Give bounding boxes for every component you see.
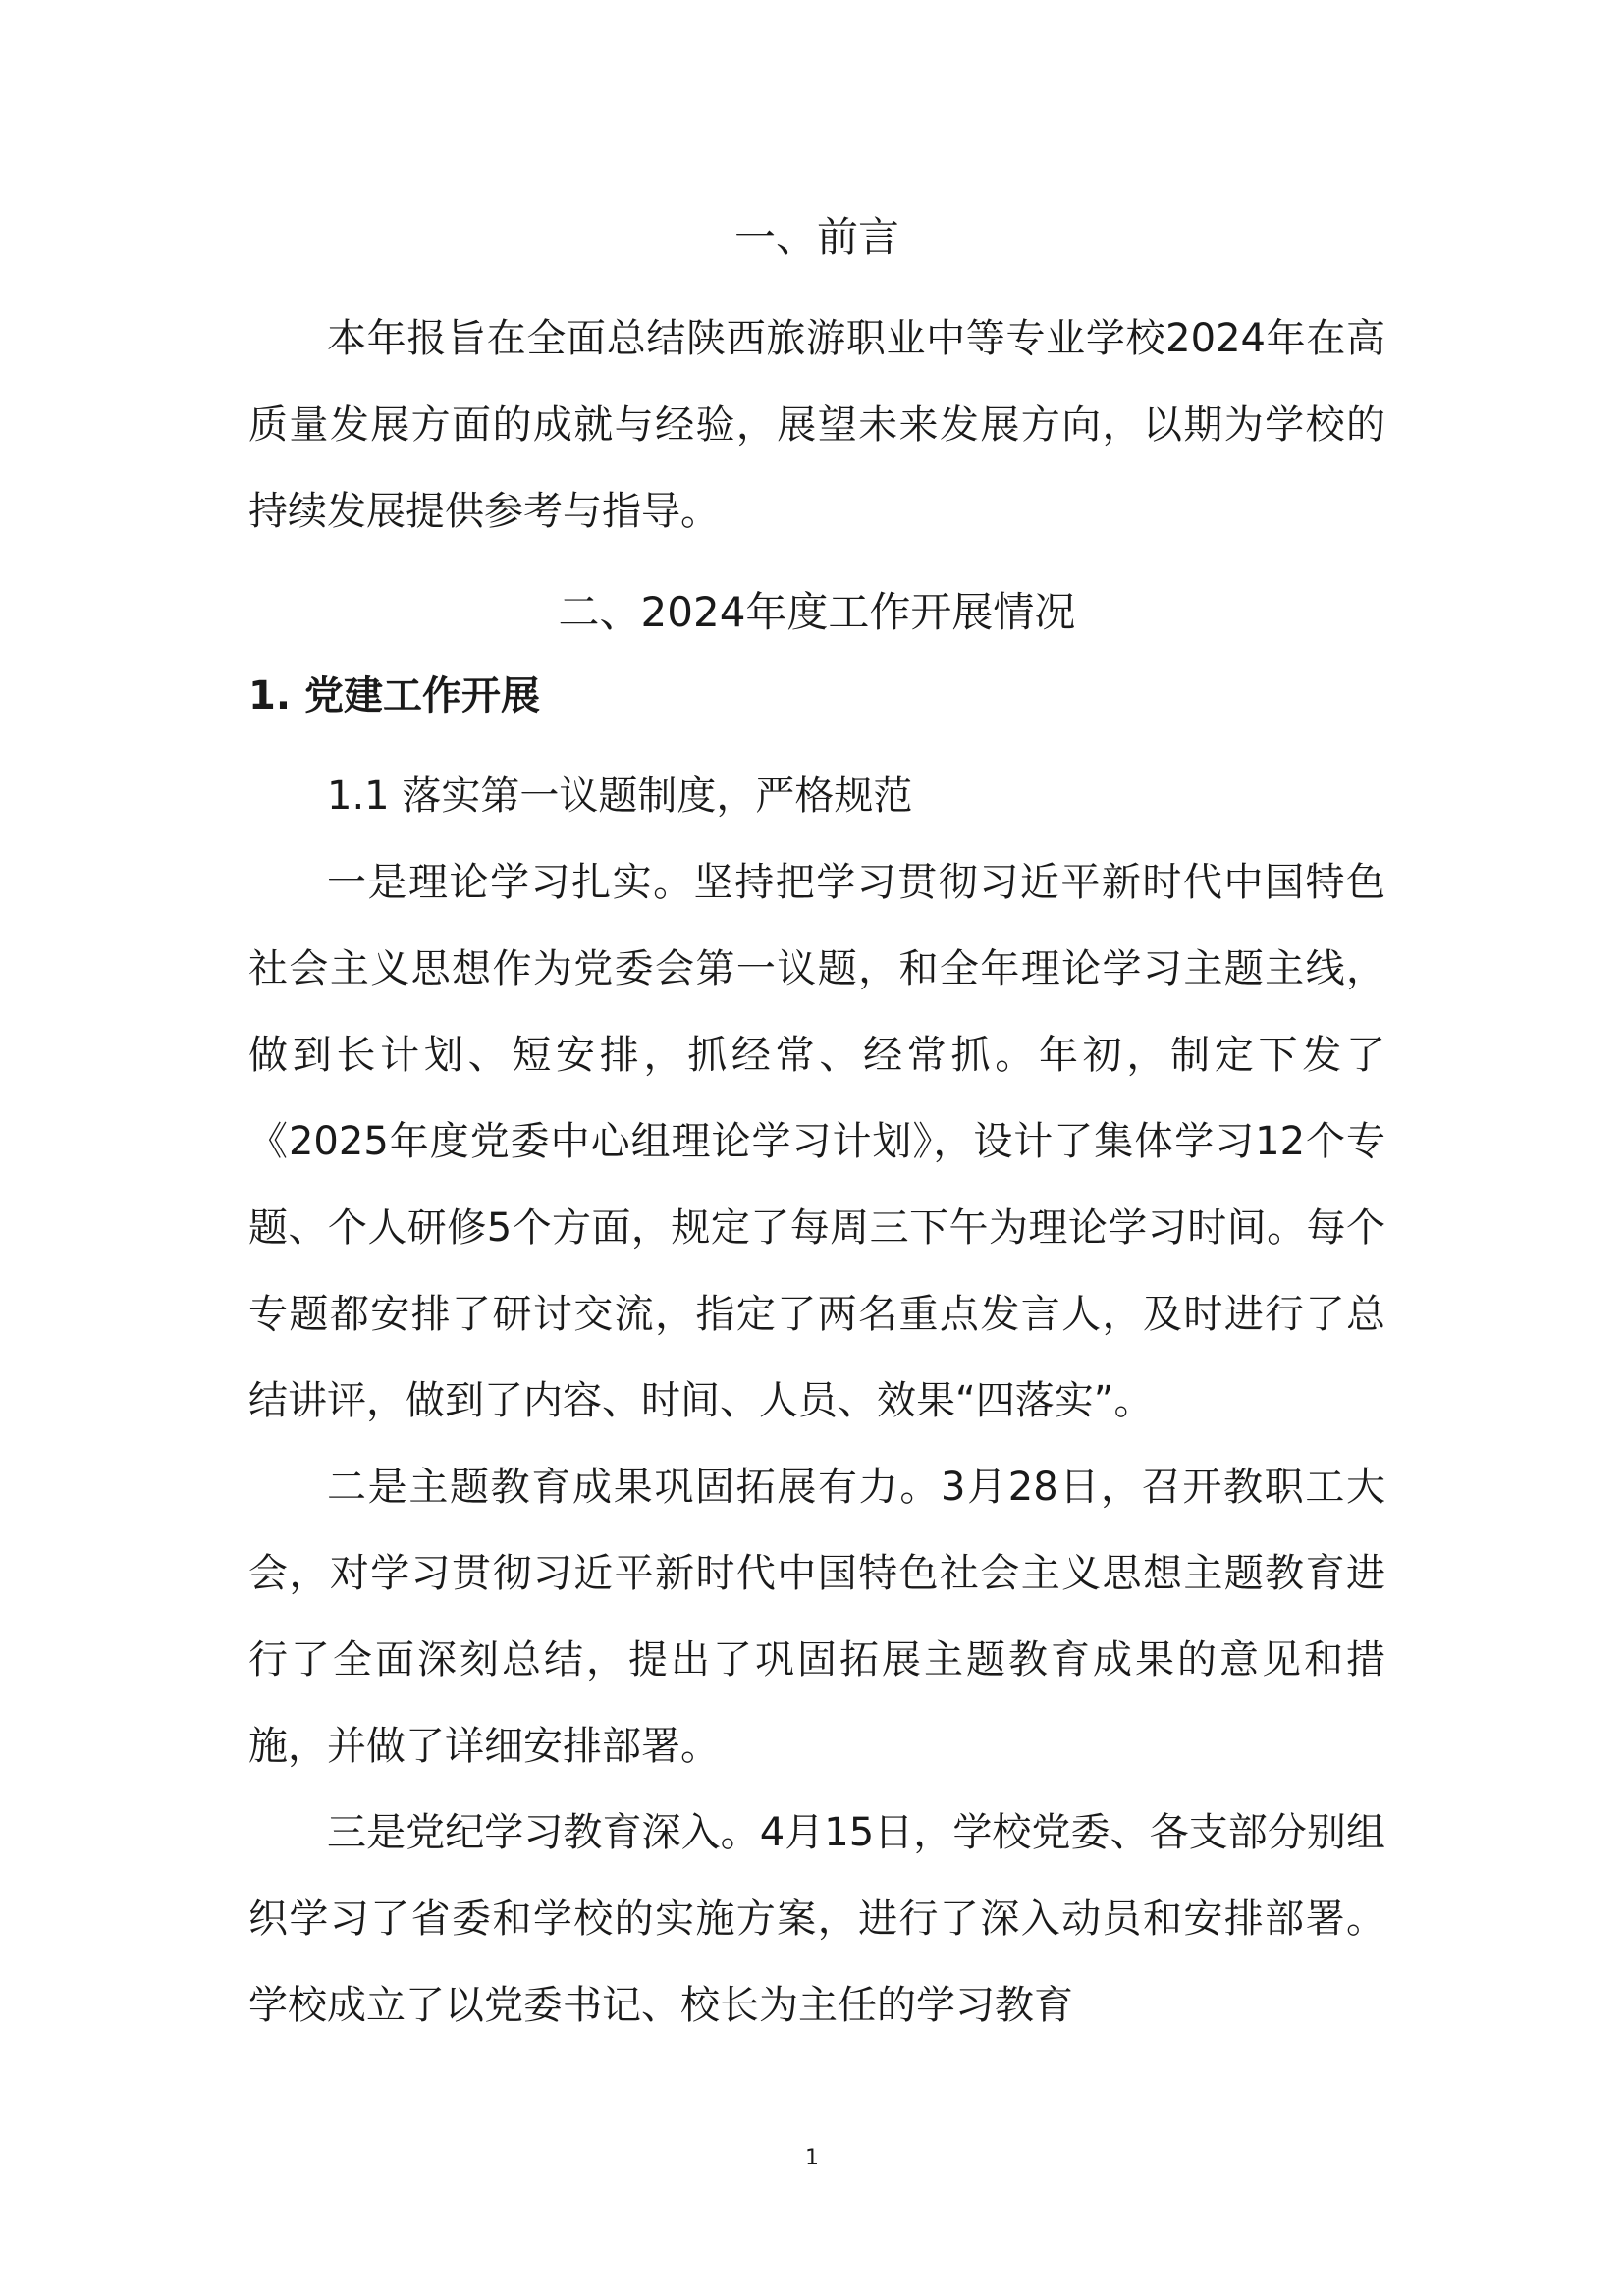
item-title-first-topic: 1.1 落实第一议题制度，严格规范 [327, 774, 913, 819]
page-number: 1 [805, 2146, 819, 2170]
paragraph-theme-education: 二是主题教育成果巩固拓展有力。3月28日，召开教职工大会，对学习贯彻习近平新时代中国特色社会主义思想主题教育进行了全面深刻总结，提出了巩固拓展主题教育成果的意见和措施，并做了详细安排部署。 [248, 1465, 1385, 1769]
document-body [248, 209, 1385, 2049]
subsection-title-party-building: 1. 党建工作开展 [248, 673, 540, 719]
paragraph-theory-study: 一是理论学习扎实。坚持把学习贯彻习近平新时代中国特色社会主义思想作为党委会第一议题，和全年理论学习主题主线，做到长计划、短安排，抓经常、经常抓。年初，制定下发了《2025年度党委中心组理论学习计划》，设计了集体学习12个专题、个人研修5个方面，规定了每周三下午为理论学习时间。每个专题都安排了研讨交流，指定了两名重点发言人，及时进行了总结讲评，做到了内容、时间、人员、效果“四落实”。 [248, 860, 1385, 1423]
paragraph-discipline-education: 三是党纪学习教育深入。4月15日，学校党委、各支部分别组织学习了省委和学校的实施方案，进行了深入动员和安排部署。学校成立了以党委书记、校长为主任的学习教育 [248, 1810, 1385, 2028]
section-title-preface: 一、前言 [733, 213, 899, 261]
section-title-work-2024: 二、2024年度工作开展情况 [558, 588, 1076, 636]
paragraph-preface: 本年报旨在全面总结陕西旅游职业中等专业学校2024年在高质量发展方面的成就与经验，展望未来发展方向，以期为学校的持续发展提供参考与指导。 [248, 316, 1385, 534]
